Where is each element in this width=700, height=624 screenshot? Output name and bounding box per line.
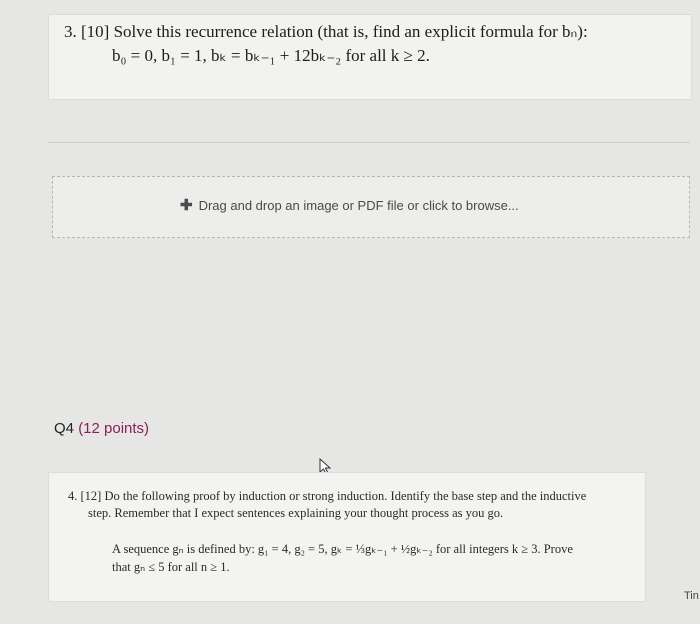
question4-number: Q4 [54, 420, 75, 437]
plus-icon: ✚ [180, 197, 193, 214]
question4-points: (12 points) [78, 420, 150, 437]
question4-text-line1: 4. [12] Do the following proof by induction or strong induction. Identify the base step and the inductive [68, 489, 587, 503]
question4-sequence-definition: A sequence gₙ is defined by: g₁ = 4, g₂ = 5, gₖ = ⅓gₖ₋₁ + ½gₖ₋₂ for all integers k ≥ 3. Prove [112, 542, 573, 556]
question4-text-line2: step. Remember that I expect sentences explaining your thought process as you go. [88, 506, 504, 520]
question4-claim: that gₙ ≤ 5 for all n ≥ 1. [112, 560, 230, 574]
question3-formula: b₀ = 0, b₁ = 1, bₖ = bₖ₋₁ + 12bₖ₋₂ for all k ≥ 2. [112, 46, 430, 65]
timer-label[interactable]: Tin [684, 590, 699, 602]
section-divider [48, 142, 690, 143]
question4-heading [54, 420, 149, 437]
dropzone-text: Drag and drop an image or PDF file or click to browse... [198, 198, 519, 213]
file-dropzone-label[interactable] [180, 198, 519, 213]
question3-title: 3. [10] Solve this recurrence relation (that is, find an explicit formula for bₙ): [64, 22, 588, 41]
